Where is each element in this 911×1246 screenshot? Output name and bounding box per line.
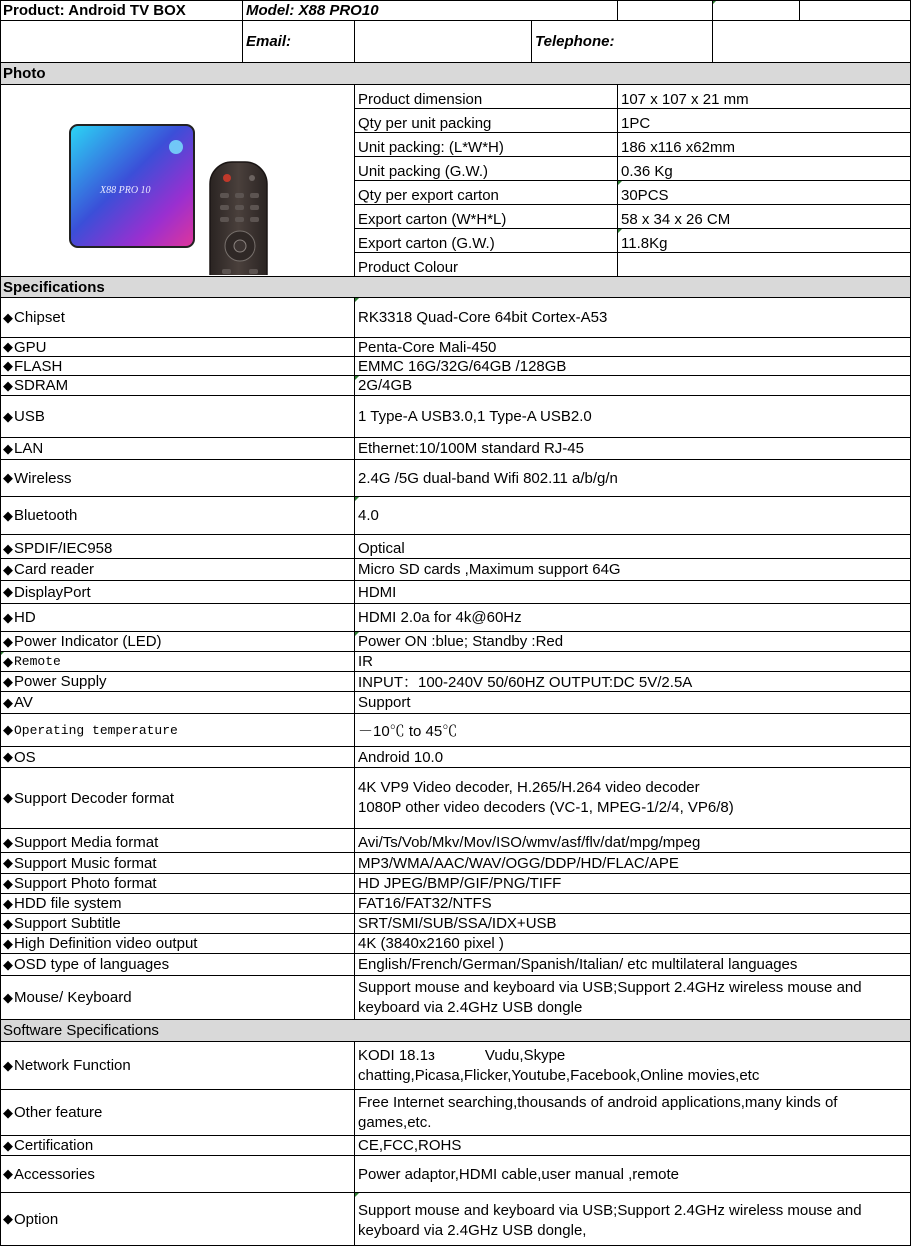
spec-label-text: GPU xyxy=(14,338,47,356)
spec-value xyxy=(355,535,911,559)
spec-value-text: Support mouse and keyboard via USB;Support 2.4GHz wireless mouse and keyboard via 2.4GHz USB dongle xyxy=(358,978,862,1016)
photo-section-header xyxy=(0,63,911,85)
spec-label-text: Bluetooth xyxy=(14,507,78,524)
software-value-text: Support mouse and keyboard via USB;Support 2.4GHz wireless mouse and keyboard via 2.4GHz USB dongle, xyxy=(358,1202,862,1239)
spec-label-text: Support Subtitle xyxy=(14,915,121,932)
bullet-icon: ◆ xyxy=(3,895,13,911)
packing-value xyxy=(618,181,911,205)
packing-value-text: 11.8Kg xyxy=(621,235,668,252)
spec-label-text: SDRAM xyxy=(14,377,69,394)
bullet-icon: ◆ xyxy=(3,834,13,850)
spec-label-text: Operating temperature xyxy=(14,722,178,738)
bullet-icon: ◆ xyxy=(3,309,13,325)
product-photo-cell xyxy=(0,85,355,277)
spec-value xyxy=(355,559,911,581)
spec-label xyxy=(0,438,355,460)
spec-label xyxy=(0,768,355,829)
software-section-label: Software Specifications xyxy=(3,1022,159,1039)
spec-value xyxy=(355,632,911,652)
spec-label-text: Chipset xyxy=(14,309,65,326)
bullet-icon: ◆ xyxy=(3,956,13,972)
spec-value xyxy=(355,438,911,460)
packing-label-text: Unit packing: (L*W*H) xyxy=(358,139,504,156)
software-label xyxy=(0,1156,355,1193)
spec-value-text: SRT/SMI/SUB/SSA/IDX+USB xyxy=(358,915,557,932)
spec-value xyxy=(355,874,911,894)
spec-value xyxy=(355,652,911,672)
spec-label xyxy=(0,914,355,934)
packing-label xyxy=(355,181,618,205)
bullet-icon: ◆ xyxy=(3,915,13,931)
spec-value-text: IR xyxy=(358,653,373,670)
software-value xyxy=(355,1042,911,1090)
software-label xyxy=(0,1042,355,1090)
software-label xyxy=(0,1136,355,1156)
model-title-text: Model: X88 PRO10 xyxy=(246,1,379,19)
spec-label xyxy=(0,535,355,559)
spec-label xyxy=(0,672,355,692)
packing-value xyxy=(618,229,911,253)
packing-label xyxy=(355,109,618,133)
header-blank-2 xyxy=(713,0,800,21)
packing-value-text: 1PC xyxy=(621,115,651,132)
photo-section-label: Photo xyxy=(3,65,46,82)
bullet-icon: ◆ xyxy=(3,790,13,805)
product-title xyxy=(0,0,243,21)
spec-label-text: Remote xyxy=(14,654,61,669)
spec-value xyxy=(355,338,911,357)
spec-label xyxy=(0,559,355,581)
spec-label-text: Mouse/ Keyboard xyxy=(14,989,132,1006)
telephone-label-text: Telephone: xyxy=(535,33,615,50)
bullet-icon: ◆ xyxy=(3,377,13,393)
spec-label xyxy=(0,692,355,714)
bullet-icon: ◆ xyxy=(3,561,13,577)
packing-value xyxy=(618,133,911,157)
email-label xyxy=(243,21,355,63)
bullet-icon: ◆ xyxy=(3,722,13,737)
packing-label xyxy=(355,229,618,253)
spec-label xyxy=(0,460,355,497)
bullet-icon: ◆ xyxy=(3,408,13,424)
packing-label xyxy=(355,205,618,229)
spec-value-text: EMMC 16G/32G/64GB /128GB xyxy=(358,357,567,375)
packing-value-text: 186 x116 x62mm xyxy=(621,139,735,156)
spec-label xyxy=(0,497,355,535)
software-label-text: Certification xyxy=(14,1137,94,1154)
spec-value xyxy=(355,298,911,338)
spec-value xyxy=(355,768,911,829)
spec-value xyxy=(355,954,911,976)
spec-label xyxy=(0,747,355,768)
spec-value xyxy=(355,357,911,376)
spec-value xyxy=(355,914,911,934)
spec-label-text: Power Supply xyxy=(14,673,107,690)
software-value-text-line2: chatting,Picasa,Flicker,Youtube,Facebook,Online movies,etc xyxy=(358,1066,760,1084)
spec-label-text: OSD type of languages xyxy=(14,956,170,973)
spec-label-text: HDD file system xyxy=(14,895,122,912)
spec-label xyxy=(0,298,355,338)
specifications-section-label: Specifications xyxy=(3,278,105,296)
packing-value xyxy=(618,253,911,277)
bullet-icon: ◆ xyxy=(3,470,13,485)
spec-label xyxy=(0,396,355,438)
software-value xyxy=(355,1090,911,1136)
bullet-icon: ◆ xyxy=(3,935,13,951)
packing-label xyxy=(355,85,618,109)
packing-label-text: Export carton (G.W.) xyxy=(358,235,495,252)
telephone-value xyxy=(713,21,911,63)
spec-label-text: AV xyxy=(14,694,33,711)
spec-label-text: Support Music format xyxy=(14,854,157,872)
software-value-text: Power adaptor,HDMI cable,user manual ,remote xyxy=(358,1165,679,1183)
bullet-icon: ◆ xyxy=(3,875,13,891)
bullet-icon: ◆ xyxy=(3,540,13,556)
spec-value-text: English/French/German/Spanish/Italian/ etc multilateral languages xyxy=(358,956,798,973)
spec-label xyxy=(0,714,355,747)
spec-value xyxy=(355,853,911,874)
spec-label xyxy=(0,894,355,914)
spec-label-text: USB xyxy=(14,408,45,425)
spec-value xyxy=(355,672,911,692)
software-value xyxy=(355,1136,911,1156)
spec-value-text: Penta-Core Mali-450 xyxy=(358,338,497,356)
spec-label xyxy=(0,954,355,976)
packing-value-text: 107 x 107 x 21 mm xyxy=(621,91,749,108)
spec-label xyxy=(0,632,355,652)
bullet-icon: ◆ xyxy=(3,584,13,599)
spec-value xyxy=(355,747,911,768)
software-value-text: CE,FCC,ROHS xyxy=(358,1137,462,1154)
spec-value-text: Ethernet:10/100M standard RJ-45 xyxy=(358,440,584,457)
bullet-icon: ◆ xyxy=(3,339,13,354)
spec-label xyxy=(0,934,355,954)
bullet-icon: ◆ xyxy=(3,1166,13,1181)
spec-value-text: 4K (3840x2160 pixel ) xyxy=(358,935,504,952)
packing-label-text: Export carton (W*H*L) xyxy=(358,211,507,228)
packing-label xyxy=(355,157,618,181)
spec-value-text: Micro SD cards ,Maximum support 64G xyxy=(358,561,621,578)
product-title-text: Product: Android TV BOX xyxy=(3,1,186,19)
spec-label xyxy=(0,829,355,853)
spec-label-text: Support Photo format xyxy=(14,875,157,892)
spec-value xyxy=(355,460,911,497)
specifications-section-header xyxy=(0,277,911,298)
packing-value xyxy=(618,85,911,109)
spec-value-text: Avi/Ts/Vob/Mkv/Mov/ISO/wmv/asf/flv/dat/mpg/mpeg xyxy=(358,834,701,851)
spec-value-text: 4.0 xyxy=(358,507,379,524)
spec-label xyxy=(0,581,355,604)
header-blank-1 xyxy=(618,0,713,21)
bullet-icon: ◆ xyxy=(3,1137,13,1153)
software-value xyxy=(355,1156,911,1193)
model-title xyxy=(243,0,618,21)
spec-value-text: 1 Type-A USB3.0,1 Type-A USB2.0 xyxy=(358,408,592,425)
packing-value-text: 0.36 Kg xyxy=(621,163,673,180)
software-value xyxy=(355,1193,911,1246)
spec-label-text: HD xyxy=(14,609,36,626)
spec-label xyxy=(0,853,355,874)
software-label xyxy=(0,1090,355,1136)
spec-value-text: INPUT：100-240V 50/60HZ OUTPUT:DC 5V/2.5A xyxy=(358,674,693,691)
spec-label xyxy=(0,652,355,672)
bullet-icon: ◆ xyxy=(3,989,13,1005)
bullet-icon: ◆ xyxy=(3,358,13,373)
spec-value-text: RK3318 Quad-Core 64bit Cortex-A53 xyxy=(358,309,608,326)
spec-value-text: Optical xyxy=(358,540,405,557)
spec-value-text: HD JPEG/BMP/GIF/PNG/TIFF xyxy=(358,875,562,892)
bullet-icon: ◆ xyxy=(3,855,13,870)
spec-label xyxy=(0,376,355,396)
spec-value-text: Support xyxy=(358,694,411,711)
spec-label xyxy=(0,604,355,632)
bullet-icon: ◆ xyxy=(3,673,13,689)
spec-value-text: HDMI 2.0a for 4k@60Hz xyxy=(358,609,522,626)
bullet-icon: ◆ xyxy=(3,653,13,669)
bullet-icon: ◆ xyxy=(3,1057,13,1073)
spec-value xyxy=(355,894,911,914)
spec-value-text: －10℃ to 45℃ xyxy=(358,722,458,740)
packing-value xyxy=(618,205,911,229)
spec-label-text: High Definition video output xyxy=(14,935,198,952)
spec-value xyxy=(355,714,911,747)
spec-value xyxy=(355,581,911,604)
spec-label-text: DisplayPort xyxy=(14,583,91,601)
packing-value xyxy=(618,109,911,133)
packing-label-text: Product dimension xyxy=(358,91,483,108)
software-label-text: Network Function xyxy=(14,1057,131,1074)
bullet-icon: ◆ xyxy=(3,749,13,764)
spec-label xyxy=(0,338,355,357)
packing-label xyxy=(355,133,618,157)
spec-label-text: SPDIF/IEC958 xyxy=(14,540,113,557)
email-value xyxy=(355,21,532,63)
spec-label-text: Card reader xyxy=(14,561,95,578)
box-brand-text: X88 PRO 10 xyxy=(100,185,151,196)
spec-value xyxy=(355,396,911,438)
packing-value-text: 30PCS xyxy=(621,187,669,204)
spec-label xyxy=(0,976,355,1020)
packing-value-text: 58 x 34 x 26 CM xyxy=(621,211,731,228)
packing-label xyxy=(355,253,618,277)
spec-label-text: FLASH xyxy=(14,357,63,375)
spec-label-text: Support Decoder format xyxy=(14,789,175,807)
product-photo xyxy=(0,85,350,275)
spec-label-text: Support Media format xyxy=(14,834,159,851)
bullet-icon: ◆ xyxy=(3,507,13,523)
header-blank-3 xyxy=(800,0,911,21)
spec-value-text: HDMI xyxy=(358,583,397,601)
software-label xyxy=(0,1193,355,1246)
packing-label-text: Qty per unit packing xyxy=(358,115,492,132)
spec-value-text: 2.4G /5G dual-band Wifi 802.11 a/b/g/n xyxy=(358,469,618,487)
packing-value xyxy=(618,157,911,181)
spec-value xyxy=(355,497,911,535)
software-value-text: Free Internet searching,thousands of android applications,many kinds of games,etc. xyxy=(358,1093,838,1131)
spec-value-text: Power ON :blue; Standby :Red xyxy=(358,633,564,650)
spec-value xyxy=(355,829,911,853)
spec-label xyxy=(0,874,355,894)
bullet-icon: ◆ xyxy=(3,609,13,625)
bullet-icon: ◆ xyxy=(3,440,13,456)
spec-value xyxy=(355,376,911,396)
bullet-icon: ◆ xyxy=(3,1104,13,1120)
email-label-text: Email: xyxy=(246,33,292,50)
software-label-text: Option xyxy=(14,1210,59,1228)
spec-label-text: LAN xyxy=(14,440,44,457)
header-empty-cell xyxy=(0,21,243,63)
packing-label-text: Product Colour xyxy=(358,259,459,276)
spec-value-text: FAT16/FAT32/NTFS xyxy=(358,895,492,912)
software-value-text: KODI 18.1з Vudu,Skype xyxy=(358,1046,566,1064)
packing-label-text: Qty per export carton xyxy=(358,187,499,204)
bullet-icon: ◆ xyxy=(3,694,13,710)
software-label-text: Accessories xyxy=(14,1165,95,1183)
spec-label-text: OS xyxy=(14,748,36,766)
software-label-text: Other feature xyxy=(14,1104,103,1121)
spec-value-text: Android 10.0 xyxy=(358,748,444,766)
spec-label xyxy=(0,357,355,376)
spec-value xyxy=(355,976,911,1020)
bullet-icon: ◆ xyxy=(3,1211,13,1226)
spec-value-text: 2G/4GB xyxy=(358,377,413,394)
software-section-header xyxy=(0,1020,911,1042)
spec-label-text: Power Indicator (LED) xyxy=(14,633,162,650)
spec-value xyxy=(355,692,911,714)
spec-value-text-line2: 1080P other video decoders (VC-1, MPEG-1/2/4, VP6/8) xyxy=(358,799,734,816)
spec-value-text: MP3/WMA/AAC/WAV/OGG/DDP/HD/FLAC/APE xyxy=(358,854,679,872)
telephone-label xyxy=(532,21,713,63)
spec-value-text: 4K VP9 Video decoder, H.265/H.264 video decoder xyxy=(358,779,700,796)
spec-value xyxy=(355,934,911,954)
spec-label-text: Wireless xyxy=(14,469,72,487)
bullet-icon: ◆ xyxy=(3,633,13,649)
packing-label-text: Unit packing (G.W.) xyxy=(358,163,489,180)
spec-value xyxy=(355,604,911,632)
